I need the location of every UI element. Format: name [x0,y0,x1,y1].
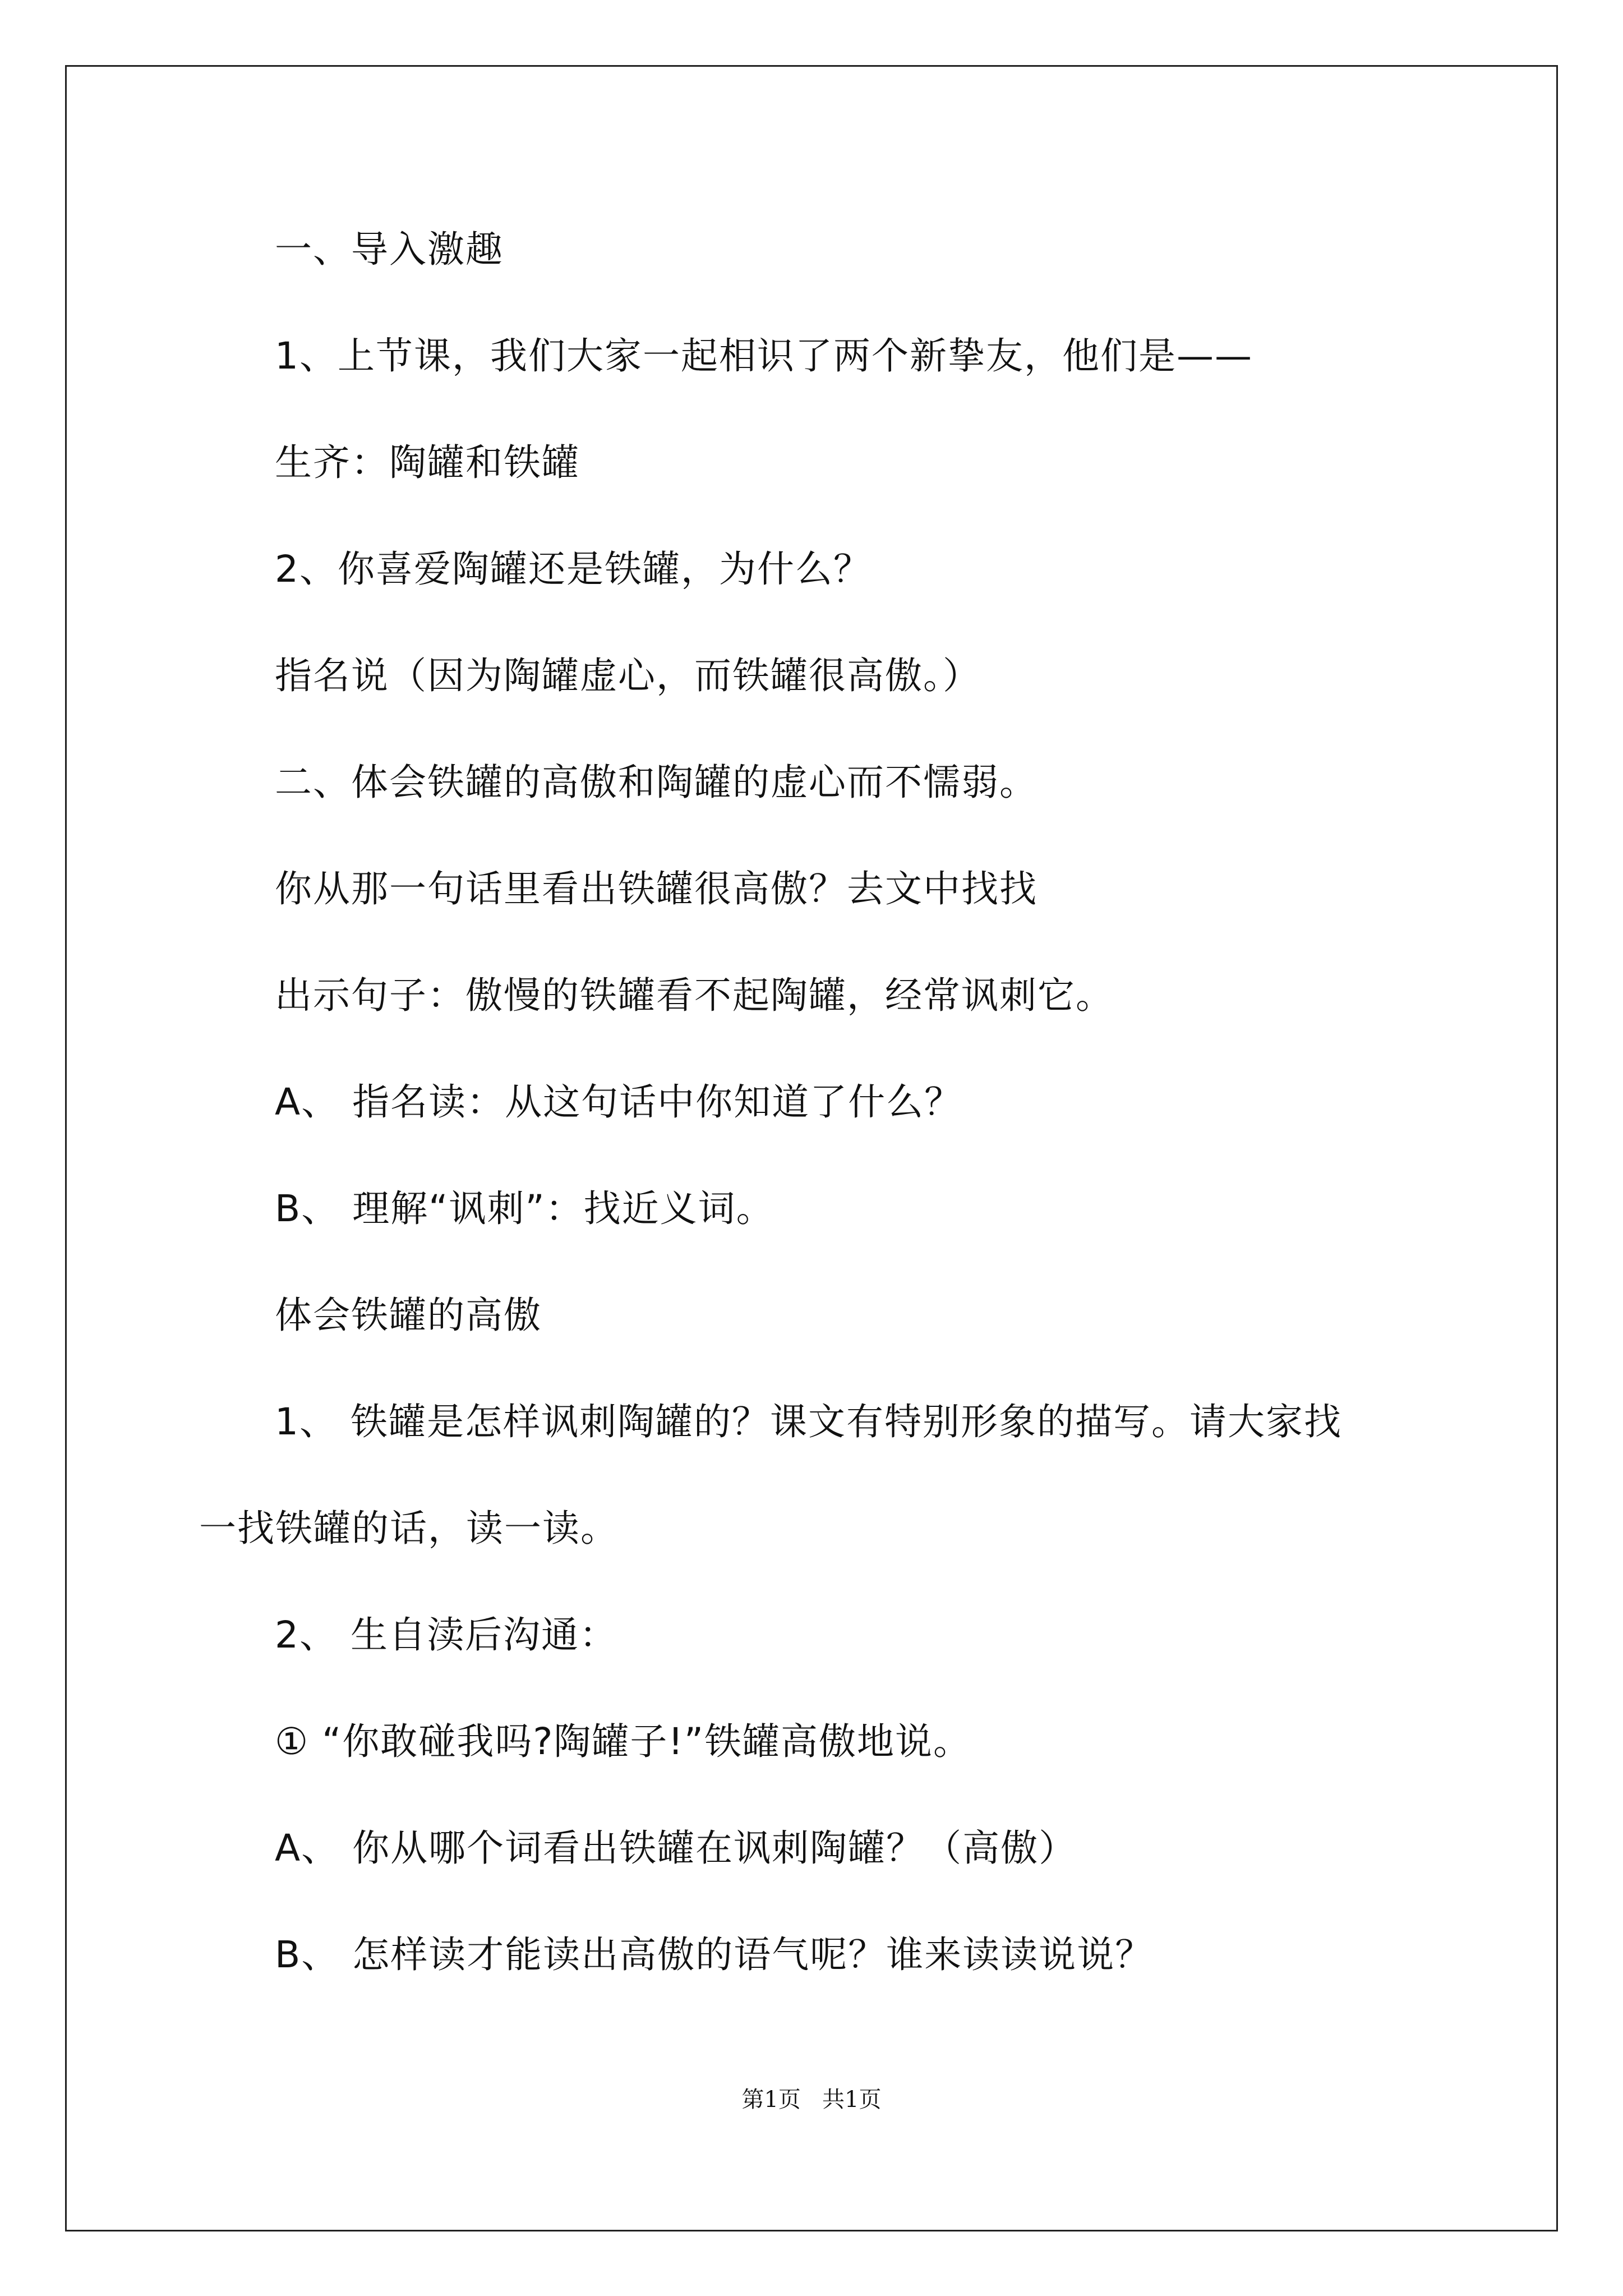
paragraph-line: 体会铁罐的高傲 [275,1294,542,1337]
list-item: 1、 铁罐是怎样讽刺陶罐的？课文有特别形象的描写。请大家找 [275,1400,1342,1443]
paragraph-line: 指名说（因为陶罐虚心，而铁罐很高傲。） [275,654,981,697]
paragraph-line: 你从那一句话里看出铁罐很高傲？去文中找找 [275,867,1038,910]
paragraph-line: 1、上节课，我们大家一起相识了两个新挚友，他们是—— [275,334,1253,378]
list-item: A、 指名读：从这句话中你知道了什么？ [275,1080,963,1124]
list-item: 2、 生自渎后沟通： [275,1613,617,1657]
page-border [65,65,1558,2231]
list-item: B、 怎样读才能读出高傲的语气呢？谁来读读说说？ [275,1933,1154,1976]
list-item: A、 你从哪个词看出铁罐在讽刺陶罐？（高傲） [275,1826,1077,1870]
list-item: B、 理解“讽刺”：找近义词。 [275,1187,774,1230]
heading-section-two: 二、体会铁罐的高傲和陶罐的虚心而不懦弱。 [275,761,1038,804]
heading-introduction: 一、导入激趣 [275,228,504,271]
paragraph-line: 2、你喜爱陶罐还是铁罐，为什么？ [275,547,872,591]
paragraph-continuation: 一找铁罐的话，读一读。 [199,1507,619,1550]
list-item: ① “你敢碰我吗?陶罐子!”铁罐高傲地说。 [275,1720,972,1763]
paragraph-line: 出示句子：傲慢的铁罐看不起陶罐，经常讽刺它。 [275,974,1114,1017]
paragraph-line: 生齐：陶罐和铁罐 [275,441,580,484]
page-footer: 第1页 共1页 [741,2087,882,2113]
